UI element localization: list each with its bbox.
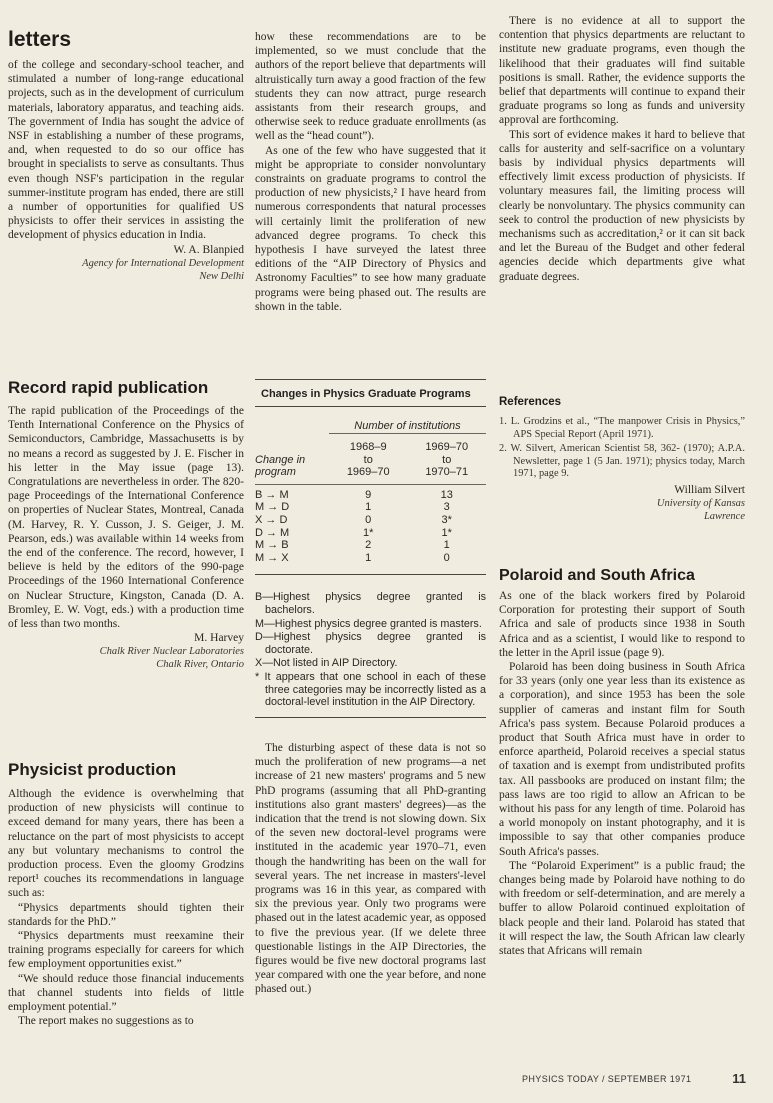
table-note: B—Highest physics degree granted is bachelors. xyxy=(255,591,486,616)
value-cell: 1 xyxy=(443,539,450,552)
table-title: Changes in Physics Graduate Programs xyxy=(261,388,471,400)
value-cell: 1 xyxy=(365,551,372,564)
change-cell: M → B xyxy=(255,539,289,552)
period-header: to xyxy=(442,453,452,466)
references-heading: References xyxy=(499,396,562,408)
physicist-letter-analysis xyxy=(255,741,486,997)
value-cell: 3 xyxy=(443,501,450,514)
signature-name: W. A. Blanpied xyxy=(173,243,244,256)
record-letter xyxy=(8,404,244,671)
change-cell: B → M xyxy=(255,488,289,501)
table-row xyxy=(255,501,486,514)
section-heading-record: Record rapid publication xyxy=(8,378,209,397)
signature-affiliation: Chalk River Nuclear Laboratories xyxy=(99,646,244,658)
signature-location: Chalk River, Ontario xyxy=(156,659,244,671)
column-label: program xyxy=(255,466,296,479)
record-paragraph: The rapid publication of the Proceedings of the Tenth International Conference on the Physics of Semiconductors, Cambridge, Massachusetts is by no means a record as suggested by J. E. Fischer in his letter in the May issue (page 13). Congratulations are nevertheless in order. The 820-page Proceedings of the International Conference on properties of Nuclear States, Montreal, Canada (M. Harvey, R. Y. Cusson, J. S. Geiger, J. M. Pearson, eds.) was available within 14 weeks from the end of the conference. The record, however, I believe is held by the editors of the 990-page Proceedings of the 1960 International Conference on Nuclear Structure, Kingston, Canada (D. A. Bromley, E. W. Vogt, eds.) with a production time of less than two months. xyxy=(8,405,244,631)
value-cell: 2 xyxy=(365,539,372,552)
physicist-letter xyxy=(8,787,244,1028)
signature-affiliation: Agency for International Development xyxy=(82,257,244,269)
change-cell: D → M xyxy=(255,526,290,539)
value-cell: 1* xyxy=(363,526,374,539)
body-paragraph: how these recommendations are to be implemented, so we must conclude that the authors of the report believe that departments will altruistically turn away a good fraction of the few students they can now attract, purge research assistants from their research groups, and otherwise seek to reduce graduate enrollments (as well as the “head count”). xyxy=(255,31,486,143)
changes-table-box xyxy=(255,379,486,718)
body-paragraph: Polaroid has been doing business in South Africa for 33 years (only one year less than its existence as a corporation), and since 1953 has been the sole supplier of cameras and instant film for South Africa's pass system. Because Polaroid produces a product that South Africa must have in order to enforce apartheid, Polaroid receives a special status of taxation and is exempt from undistributed profits tax. All passbooks are produced on instant film; the pass laws are too rigid to allow an African to be without his pass for any length of time. Polaroid has a world monopoly on instant photography, and it is impossible to say that other companies produce South Africa's passes. xyxy=(499,661,745,858)
body-paragraph: As one of the black workers fired by Polaroid Corporation for protesting their support of South Africa and sale of products since 1938 in South Africa and as a scientist, I would like to respond to the letter in the April issue (page 9). xyxy=(499,590,745,659)
physicist-paragraph: Although the evidence is overwhelming that production of new physicists will continue to exceed demand for many years, there has been a reluctance on the part of most physicists to accept any but voluntary mechanisms to control the production process. Even the gloomy Grodzins report¹ couches its recommendations in language such as: xyxy=(8,788,244,900)
value-cell: 0 xyxy=(443,551,450,564)
table-row xyxy=(255,539,486,552)
section-heading-letters: letters xyxy=(8,28,72,51)
table-note: D—Highest physics degree granted is doctorate. xyxy=(255,631,486,656)
polaroid-letter xyxy=(499,589,745,958)
change-cell: M → X xyxy=(255,551,289,564)
table-note: M—Highest physics degree granted is masters. xyxy=(255,617,482,630)
physicist-letter-continued xyxy=(255,30,486,314)
journal-issue: PHYSICS TODAY / SEPTEMBER 1971 xyxy=(522,1074,692,1084)
value-cell: 0 xyxy=(365,513,372,526)
value-cell: 1* xyxy=(441,526,452,539)
signature-location: Lawrence xyxy=(703,510,745,522)
period-header: 1969–70 xyxy=(346,466,390,479)
signature-name: M. Harvey xyxy=(194,632,244,645)
signature-location: New Delhi xyxy=(199,270,244,282)
body-paragraph: The “Polaroid Experiment” is a public fraud; the changes being made by Polaroid have nothing to do with freedom or self-determination, and are merely a buffer to allow Polaroid continued exploitation of black people and their land. Polaroid has stated that it will respect the law, the South African law clearly states that Africans will remain xyxy=(499,859,745,958)
page-footer xyxy=(522,1071,746,1086)
signature-affiliation: University of Kansas xyxy=(656,497,745,509)
change-cell: M → D xyxy=(255,501,290,514)
section-heading-polaroid: Polaroid and South Africa xyxy=(499,567,695,584)
signature-name: William Silvert xyxy=(674,483,745,496)
table-note: * It appears that one school in each of these three categories may be incorrectly listed as a doctoral-level institution in the AIP Directory. xyxy=(255,670,486,709)
reference-item: 2. W. Silvert, American Scientist 58, 362- (1970); A.P.A. Newsletter, page 1 (5 Jan. 1971); physics today, March 1971, page 9. xyxy=(499,443,745,480)
value-cell: 9 xyxy=(365,488,372,501)
notes-bottom-rule xyxy=(255,717,486,718)
body-paragraph: This sort of evidence makes it hard to believe that calls for austerity and self-sacrifice on a voluntary basis by individual physics departments will effectively limit excess production of physicists. If voluntary measures fail, the limiting process will clearly be nonvoluntary. The physics community can seek to control the production of new physicists by mechanisms such as accreditation,² or it can sit back and let the Bureau of the Budget and other federal agencies decide which departments give what graduate degrees. xyxy=(499,128,745,283)
quote: “Physics departments must reexamine their training programs especially for careers for which few employment opportunities exist.” xyxy=(8,930,244,971)
change-cell: X → D xyxy=(255,513,288,526)
section-heading-physicist: Physicist production xyxy=(8,760,177,779)
period-header: 1968–9 xyxy=(349,441,387,453)
quote: “We should reduce those financial inducements that channel students into fields of little employment potential.” xyxy=(8,972,244,1014)
changes-table xyxy=(255,407,486,564)
table-row xyxy=(255,552,486,565)
table-group-header: Number of institutions xyxy=(354,419,461,432)
reference-item: 1. L. Grodzins et al., “The manpower Crisis in Physics,” APS Special Report (April 1971). xyxy=(499,416,745,440)
value-cell: 1 xyxy=(365,501,372,514)
physicist-letter-conclusion xyxy=(499,14,745,284)
table-top-rule xyxy=(255,379,486,380)
table-notes xyxy=(255,591,486,708)
body-paragraph: There is no evidence at all to support the contention that physics departments are reluctant to institute new graduate programs, even though the likelihood that their graduates will find suitable positions is small. Rather, the evidence supports the belief that departments will continue to expand their graduate programs so long as funds and university approval are forthcoming. xyxy=(499,15,745,127)
body-paragraph: The disturbing aspect of these data is not so much the proliferation of new programs—a net increase of 21 new masters' programs and 5 new PhD programs (assuming that all PhD-granting institutions also grant masters' degrees)—as the indication that the trend is not slowing down. Six of the seven new doctoral-level programs were instituted in the academic year 1970–71, even though the handwriting has been on the wall for several years. The net increase in masters'-level programs was 16 in this year, as compared with six the previous year. Only two programs were phased out in the latest academic year, as opposed to five the previous year. (If we delete three questionable listings in the AIP Directories, the figures would be five new doctoral programs last year compared with one the year before, and none phased out.) xyxy=(255,742,486,996)
letters-paragraph: of the college and secondary-school teacher, and stimulated a number of long-range educational projects, such as in the development of curriculum materials, laboratory apparatus, and teaching aids. The government of India has sought the advice of NSF in establishing a number of these programs, and, when requested to do so our office has brought in specialists to serve as consultants. Thus even though NSF's participation in the regular summer-institute program has ended, there are still a number of opportunities for qualified US physicists to offer their services in assisting the development of physics education in India. xyxy=(8,59,244,242)
table-bottom-rule xyxy=(255,574,486,575)
body-paragraph: As one of the few who have suggested that it might be appropriate to consider nonvoluntary constraints on graduate programs to control the production of new physicists,² I have heard from numerous correspondents that natural processes will certainly limit the proliferation of new advanced degree programs. To check this hypothesis I have surveyed the latest three editions of the “AIP Directory of Physics and Astronomy Faculties” to see how many graduate programs were being phased out. The results are shown in the table. xyxy=(255,144,486,313)
quote: “Physics departments should tighten their standards for the PhD.” xyxy=(8,901,244,928)
physicist-paragraph: The report makes no suggestions as to xyxy=(18,1015,194,1028)
table-row xyxy=(255,527,486,540)
letters-continuation xyxy=(8,58,244,283)
period-header: 1969–70 xyxy=(425,441,469,453)
column-label: Change in xyxy=(255,453,306,466)
period-header: to xyxy=(363,453,373,466)
references-list xyxy=(499,416,745,523)
table-row xyxy=(255,514,486,527)
value-cell: 3* xyxy=(441,513,452,526)
value-cell: 13 xyxy=(440,488,453,501)
table-row xyxy=(255,489,486,502)
period-header: 1970–71 xyxy=(425,466,469,479)
table-note: X—Not listed in AIP Directory. xyxy=(255,657,398,670)
page-number: 11 xyxy=(732,1071,746,1086)
